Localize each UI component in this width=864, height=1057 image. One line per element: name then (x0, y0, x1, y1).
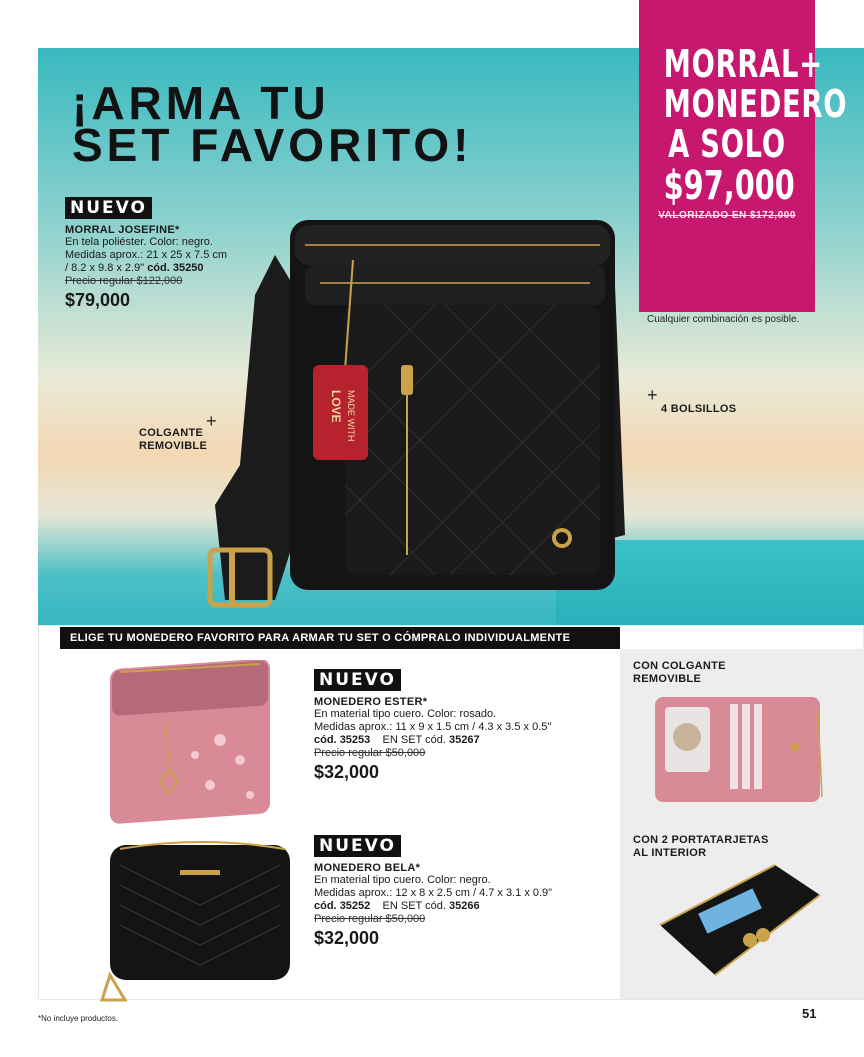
bela-info (314, 835, 594, 949)
page-headline (72, 77, 473, 171)
ester-info (314, 669, 594, 783)
set-code: 35266 (448, 900, 480, 912)
product-name: MONEDERO ESTER* (314, 696, 428, 708)
feature-label-portatarjetas-2: AL INTERIOR (633, 847, 707, 859)
product-code: 35253 (339, 734, 371, 746)
promo-valued: VALORIZADO EN $172,000 (658, 210, 796, 221)
product-code: 35252 (339, 900, 371, 912)
promo-line-2: MONEDERO (663, 82, 848, 126)
promo-note: Cualquier combinación es posible. (647, 314, 800, 325)
product-price: $32,000 (314, 762, 380, 782)
new-badge: NUEVO (314, 669, 401, 691)
section-banner: ELIGE TU MONEDERO FAVORITO PARA ARMAR TU SET O CÓMPRALO INDIVIDUALMENTE (60, 627, 620, 649)
plus-icon: + (206, 411, 217, 431)
product-desc-1: En material tipo cuero. Color: rosado. (314, 708, 497, 720)
bela-wallet-image (100, 835, 300, 1005)
promo-price: $97,000 (663, 163, 795, 209)
callout-colgante (139, 427, 207, 453)
product-code: 35250 (172, 262, 204, 274)
morral-bag-image (195, 205, 635, 625)
promo-line-1: MORRAL+ (663, 42, 823, 86)
product-code-label: cód. (147, 262, 170, 274)
ester-open-wallet-image (650, 692, 840, 807)
page-number: 51 (802, 1006, 817, 1021)
regular-price: Precio regular $122,000 (65, 275, 183, 287)
promo-line-3: A SOLO (668, 122, 786, 166)
plus-icon: + (647, 385, 658, 405)
feature-label-colgante-2: REMOVIBLE (633, 673, 702, 685)
promo-box (639, 0, 848, 312)
set-code-label: EN SET cód. (382, 900, 446, 912)
product-codes (314, 900, 594, 913)
footnote: *No incluye productos. (38, 1014, 119, 1023)
product-price: $79,000 (65, 290, 131, 310)
product-dims-inches: / 8.2 x 9.8 x 2.9" (65, 262, 145, 274)
product-desc-2: Medidas aprox.: 11 x 9 x 1.5 cm / 4.3 x 3.5 x 0.5" (314, 721, 552, 733)
headline-line-1: ¡ARMA TU (72, 77, 330, 129)
product-code-label: cód. (314, 900, 337, 912)
set-code-label: EN SET cód. (382, 734, 446, 746)
tag-text-line-1: MADE WITH (346, 390, 356, 442)
callout-colgante-line-2: REMOVIBLE (139, 440, 208, 452)
regular-price: Precio regular $50,000 (314, 747, 426, 759)
set-code: 35267 (448, 734, 480, 746)
callout-bolsillos: 4 BOLSILLOS (661, 403, 737, 415)
feature-label-colgante (633, 660, 726, 686)
product-codes (314, 734, 594, 747)
feature-label-portatarjetas-1: CON 2 PORTATARJETAS (633, 834, 769, 846)
product-name: MONEDERO BELA* (314, 862, 421, 874)
bela-open-wallet-image (655, 855, 825, 985)
callout-colgante-line-1: COLGANTE (139, 427, 204, 439)
feature-label-colgante-1: CON COLGANTE (633, 660, 726, 672)
headline-line-2: SET FAVORITO! (72, 119, 473, 171)
product-price: $32,000 (314, 928, 380, 948)
product-desc-2: Medidas aprox.: 12 x 8 x 2.5 cm / 4.7 x 3.1 x 0.9" (314, 887, 553, 899)
product-desc-1: En tela poliéster. Color: negro. (65, 236, 213, 248)
new-badge: NUEVO (65, 197, 152, 219)
ester-wallet-image (100, 660, 300, 830)
product-desc-1: En material tipo cuero. Color: negro. (314, 874, 491, 886)
new-badge: NUEVO (314, 835, 401, 857)
product-name: MORRAL JOSEFINE* (65, 224, 180, 236)
product-desc-2: Medidas aprox.: 21 x 25 x 7.5 cm (65, 249, 228, 261)
tag-text-line-2: LOVE (329, 390, 343, 423)
regular-price: Precio regular $50,000 (314, 913, 426, 925)
product-code-label: cód. (314, 734, 337, 746)
